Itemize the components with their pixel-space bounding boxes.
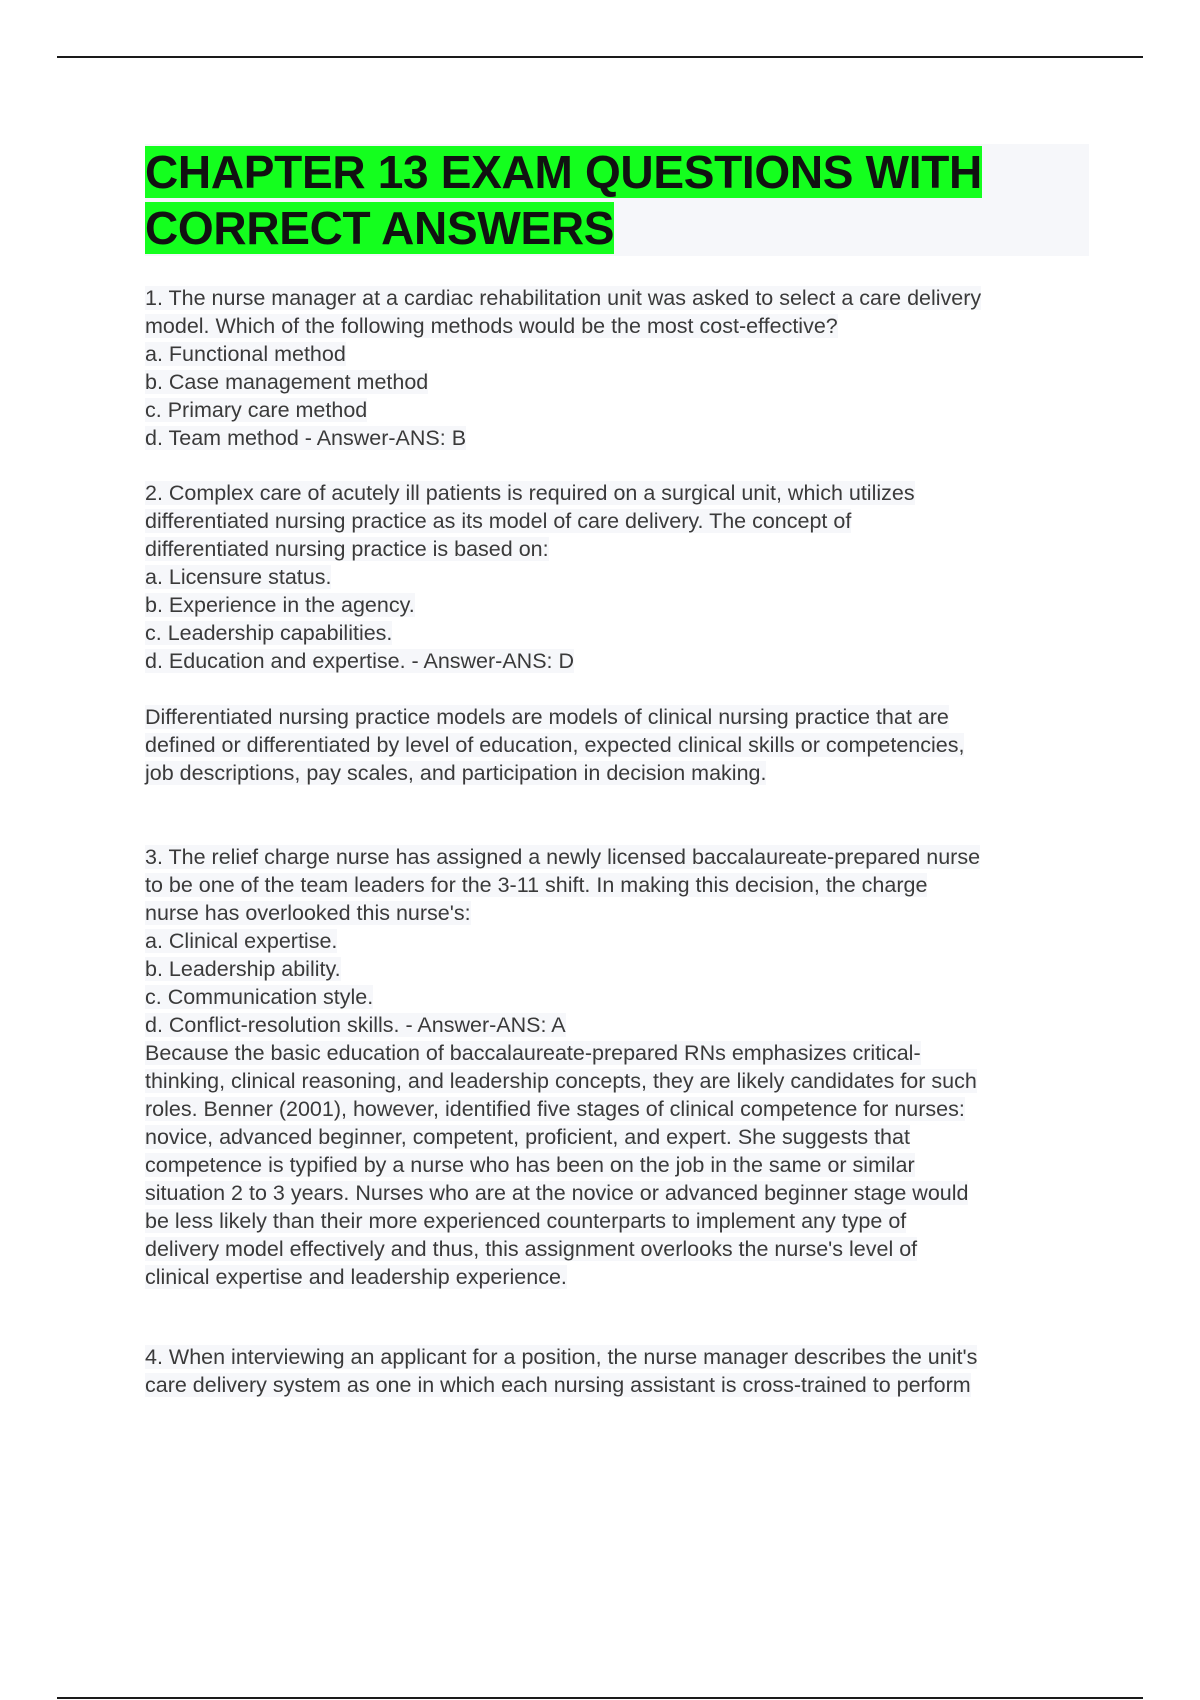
question-3-rationale-line: roles. Benner (2001), however, identified five stages of clinical competence for nurses: [145, 1097, 965, 1121]
top-rule [57, 56, 1143, 58]
question-1 [145, 284, 1089, 452]
title-line-2: CORRECT ANSWERS [145, 202, 615, 254]
question-3-rationale-line: delivery model effectively and thus, this assignment overlooks the nurse's level of [145, 1237, 918, 1261]
bottom-rule [57, 1697, 1143, 1699]
question-3-rationale-line: thinking, clinical reasoning, and leadership concepts, they are likely candidates for such [145, 1069, 977, 1093]
question-3-rationale-line: situation 2 to 3 years. Nurses who are at the novice or advanced beginner stage would [145, 1181, 969, 1205]
question-1-option-b: b. Case management method [145, 370, 429, 394]
question-2-option-c: c. Leadership capabilities. [145, 621, 393, 645]
question-3-rationale-line: novice, advanced beginner, competent, proficient, and expert. She suggests that [145, 1125, 910, 1149]
question-1-option-d-answer: d. Team method - Answer-ANS: B [145, 426, 467, 450]
question-1-option-c: c. Primary care method [145, 398, 368, 422]
question-3-rationale-line: competence is typified by a nurse who has been on the job in the same or similar [145, 1153, 915, 1177]
question-3-rationale-line: Because the basic education of baccalaureate-prepared RNs emphasizes critical- [145, 1041, 921, 1065]
question-2-option-b: b. Experience in the agency. [145, 593, 415, 617]
question-2-option-d-answer: d. Education and expertise. - Answer-ANS: D [145, 649, 575, 673]
question-3-rationale-line: clinical expertise and leadership experience. [145, 1265, 567, 1289]
question-2-stem-line: differentiated nursing practice as its model of care delivery. The concept of [145, 509, 852, 533]
question-3-option-c: c. Communication style. [145, 985, 374, 1009]
question-2-stem-line: 2. Complex care of acutely ill patients is required on a surgical unit, which utilizes [145, 481, 915, 505]
document-title [145, 144, 1089, 256]
question-3-option-a: a. Clinical expertise. [145, 929, 338, 953]
question-2 [145, 479, 1089, 675]
question-4-stem-line: care delivery system as one in which each nursing assistant is cross-trained to perform [145, 1373, 971, 1397]
question-3-stem-line: to be one of the team leaders for the 3-11 shift. In making this decision, the charge [145, 873, 928, 897]
question-1-stem-line: 1. The nurse manager at a cardiac rehabilitation unit was asked to select a care delivery [145, 286, 982, 310]
question-1-option-a: a. Functional method [145, 342, 346, 366]
question-2-stem-line: differentiated nursing practice is based on: [145, 537, 549, 561]
question-2-option-a: a. Licensure status. [145, 565, 332, 589]
rationale-line: Differentiated nursing practice models are models of clinical nursing practice that are [145, 705, 949, 729]
question-4-stem-line: 4. When interviewing an applicant for a position, the nurse manager describes the unit's [145, 1345, 978, 1369]
rationale-line: defined or differentiated by level of education, expected clinical skills or competencies, [145, 733, 965, 757]
question-4 [145, 1343, 1089, 1399]
question-3 [145, 843, 1089, 1291]
question-3-option-d-answer: d. Conflict-resolution skills. - Answer-ANS: A [145, 1013, 566, 1037]
question-1-stem-line: model. Which of the following methods would be the most cost-effective? [145, 314, 838, 338]
question-3-stem-line: 3. The relief charge nurse has assigned a newly licensed baccalaureate-prepared nurse [145, 845, 981, 869]
title-line-1: CHAPTER 13 EXAM QUESTIONS WITH [145, 146, 982, 198]
question-3-rationale-line: be less likely than their more experienced counterparts to implement any type of [145, 1209, 907, 1233]
question-3-option-b: b. Leadership ability. [145, 957, 341, 981]
rationale-line: job descriptions, pay scales, and participation in decision making. [145, 761, 767, 785]
question-3-stem-line: nurse has overlooked this nurse's: [145, 901, 471, 925]
question-2-rationale [145, 703, 1089, 787]
title-block [145, 144, 1089, 256]
